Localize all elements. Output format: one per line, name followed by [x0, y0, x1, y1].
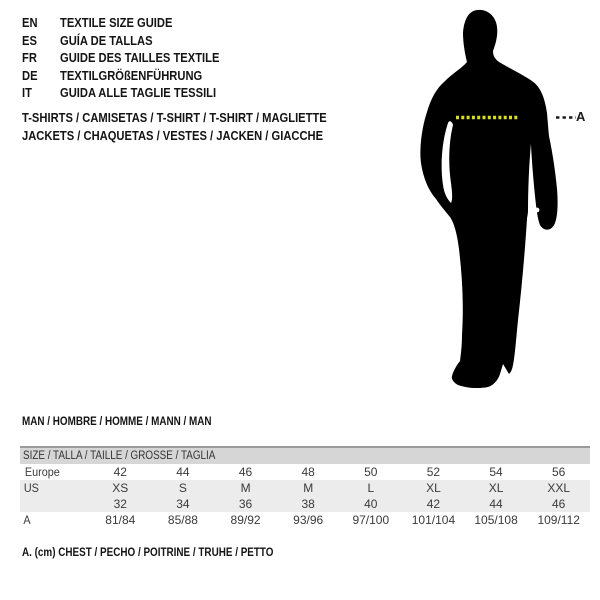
language-title: TEXTILGRÖßENFÜHRUNG — [60, 67, 203, 83]
language-title: GUIDE DES TAILLES TEXTILE — [60, 50, 220, 65]
category-line-tshirts: T-SHIRTS / CAMISETAS / T-SHIRT / T-SHIRT / MAGLIETTE — [22, 110, 327, 125]
man-silhouette-figure — [410, 5, 600, 397]
table-cell: 38 — [301, 497, 315, 511]
language-code: DE — [22, 67, 38, 83]
garment-categories — [22, 109, 376, 144]
table-cell: 85/88 — [167, 513, 198, 527]
table-cell: 89/92 — [230, 513, 261, 527]
measure-label-a: A — [576, 109, 586, 124]
language-code: IT — [22, 85, 32, 100]
language-code: ES — [22, 32, 37, 48]
table-cell: 40 — [364, 497, 378, 511]
language-row — [22, 84, 245, 102]
table-cell: 56 — [552, 465, 566, 479]
language-title-list — [22, 14, 245, 102]
table-row-chest-a — [20, 512, 590, 528]
table-row-us — [20, 480, 590, 496]
language-code: EN — [22, 15, 38, 30]
table-cell: XL — [426, 481, 441, 495]
table-cell: 54 — [489, 465, 503, 479]
row-label: Europe — [24, 465, 60, 479]
man-body-shape — [420, 10, 549, 388]
language-title: GUIDA ALLE TAGLIE TESSILI — [60, 85, 217, 100]
table-cell: 46 — [552, 497, 566, 511]
table-cell: M — [240, 481, 251, 495]
table-cell: M — [303, 481, 314, 495]
table-cell: 46 — [238, 465, 253, 479]
table-cell: 48 — [301, 465, 315, 479]
table-cell: 52 — [426, 465, 441, 479]
row-label: A — [23, 513, 31, 527]
language-title: TEXTILE SIZE GUIDE — [60, 15, 173, 30]
table-cell: 101/104 — [411, 513, 456, 527]
table-cell: 36 — [238, 497, 253, 511]
right-forearm-hand — [531, 121, 558, 230]
language-code: FR — [22, 50, 37, 65]
table-cell: 42 — [113, 465, 127, 479]
table-cell: 32 — [113, 497, 127, 511]
thumb-notch — [535, 208, 540, 213]
size-table — [20, 446, 590, 528]
table-cell: 44 — [176, 465, 190, 479]
table-cell: L — [367, 481, 375, 495]
row-label: US — [23, 481, 39, 495]
table-cell: 81/84 — [105, 513, 136, 527]
size-table-header: SIZE / TALLA / TAILLE / GRÖSSE / TAGLIA — [20, 448, 590, 464]
table-cell: 109/112 — [537, 513, 580, 527]
language-row — [22, 14, 245, 32]
language-row — [22, 49, 245, 67]
man-silhouette-svg — [410, 5, 600, 397]
table-cell: XXL — [547, 481, 571, 495]
table-cell: 42 — [426, 497, 441, 511]
table-row-numeric — [20, 496, 590, 512]
table-cell: 97/100 — [352, 513, 390, 527]
table-cell: 44 — [489, 497, 503, 511]
language-row — [22, 32, 245, 50]
table-cell: 93/96 — [293, 513, 324, 527]
measure-legend-footnote: A. (cm) CHEST / PECHO / POITRINE / TRUHE / PETTO — [22, 547, 274, 559]
category-line-jackets: JACKETS / CHAQUETAS / VESTES / JACKEN / GIACCHE — [22, 127, 324, 143]
table-cell: 50 — [364, 465, 378, 479]
table-row-europe — [20, 464, 590, 480]
table-cell: 34 — [176, 497, 190, 511]
table-cell: 105/108 — [474, 513, 518, 527]
table-cell: XL — [488, 481, 504, 495]
language-row — [22, 67, 245, 85]
table-cell: XS — [112, 481, 129, 495]
table-cell: S — [178, 481, 187, 495]
language-title: GUÍA DE TALLAS — [60, 32, 153, 48]
section-title-man: MAN / HOMBRE / HOMME / MANN / MAN — [22, 416, 212, 428]
